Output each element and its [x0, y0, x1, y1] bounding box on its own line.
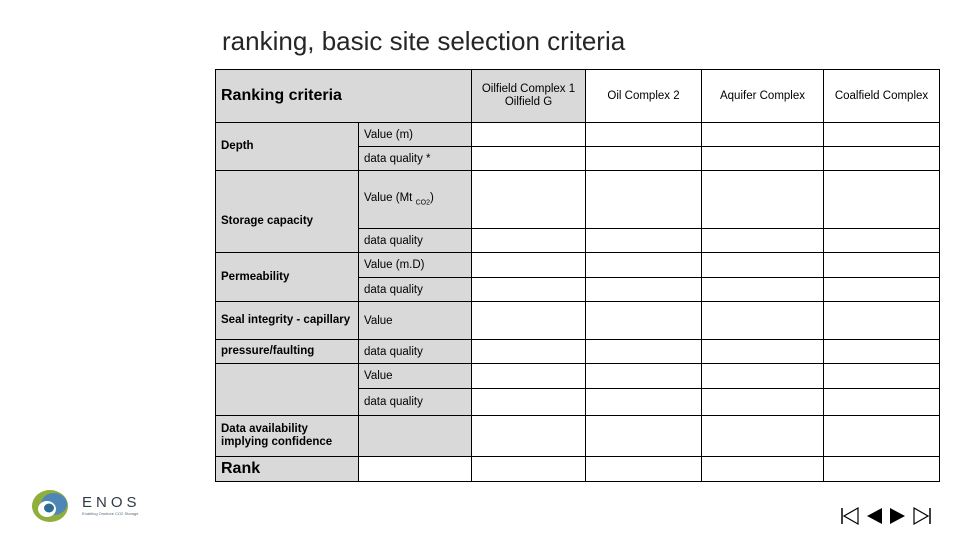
table-cell [359, 416, 472, 457]
table-cell[interactable] [586, 278, 702, 302]
previous-slide-button[interactable] [864, 506, 884, 526]
table-cell[interactable] [472, 416, 586, 457]
header-row [216, 70, 940, 123]
table-cell[interactable] [824, 457, 940, 482]
pressure-quality-label: data quality [359, 340, 472, 364]
slide-title: ranking, basic site selection criteria [222, 26, 626, 56]
table-row [216, 123, 940, 147]
storage-value-label: Value (Mt $_{CO2}$) [359, 171, 472, 229]
rank-label: Rank [216, 457, 359, 482]
table-cell[interactable] [702, 229, 824, 253]
perm-quality-label: data quality [359, 278, 472, 302]
next-icon [888, 506, 908, 526]
table-cell[interactable] [586, 229, 702, 253]
table-cell[interactable] [472, 340, 586, 364]
criterion-data-availability: Data availability implying confidence [216, 416, 359, 457]
criterion-depth: Depth [216, 123, 359, 171]
table-cell[interactable] [472, 123, 586, 147]
ranking-table [215, 69, 940, 482]
criterion-permeability: Permeability [216, 253, 359, 302]
table-row [216, 457, 940, 482]
table-cell[interactable] [702, 123, 824, 147]
table-cell[interactable] [824, 123, 940, 147]
table-row [216, 340, 940, 364]
table-cell[interactable] [702, 340, 824, 364]
depth-value-label: Value (m) [359, 123, 472, 147]
table-cell[interactable] [824, 147, 940, 171]
last-icon [912, 506, 932, 526]
table-row [216, 416, 940, 457]
first-slide-button[interactable] [840, 506, 860, 526]
table-cell[interactable] [586, 457, 702, 482]
column-coalfield-complex: Coalfield Complex [824, 70, 940, 123]
table-cell[interactable] [472, 364, 586, 389]
table-cell[interactable] [586, 302, 702, 340]
table-cell[interactable] [472, 253, 586, 278]
criterion-blank [216, 364, 359, 416]
table-cell[interactable] [472, 302, 586, 340]
extra-value-label: Value [359, 364, 472, 389]
depth-quality-label: data quality * [359, 147, 472, 171]
table-cell[interactable] [702, 416, 824, 457]
table-cell[interactable] [586, 416, 702, 457]
first-icon [840, 506, 860, 526]
enos-brand-text: ENOS [82, 494, 141, 511]
table-cell[interactable] [472, 147, 586, 171]
table-cell[interactable] [702, 253, 824, 278]
storage-quality-label: data quality [359, 229, 472, 253]
table-cell[interactable] [586, 340, 702, 364]
criterion-pressure-faulting: pressure/faulting [216, 340, 359, 364]
table-cell[interactable] [824, 389, 940, 416]
table-cell[interactable] [359, 457, 472, 482]
table-cell[interactable] [472, 457, 586, 482]
table-cell[interactable] [702, 457, 824, 482]
extra-quality-label: data quality [359, 389, 472, 416]
ranking-criteria-header: Ranking criteria [216, 70, 472, 123]
column-oil-complex-2: Oil Complex 2 [586, 70, 702, 123]
table-cell[interactable] [824, 416, 940, 457]
table-cell[interactable] [702, 147, 824, 171]
next-slide-button[interactable] [888, 506, 908, 526]
last-slide-button[interactable] [912, 506, 932, 526]
table-cell[interactable] [702, 302, 824, 340]
seal-value-label: Value [359, 302, 472, 340]
table-cell[interactable] [586, 171, 702, 229]
table-cell[interactable] [824, 253, 940, 278]
enos-tagline: Enabling Onshore CO2 Storage [82, 511, 139, 516]
previous-icon [864, 506, 884, 526]
table-cell[interactable] [586, 389, 702, 416]
table-cell[interactable] [824, 302, 940, 340]
table-cell[interactable] [586, 253, 702, 278]
table-cell[interactable] [824, 229, 940, 253]
criterion-storage-capacity: Storage capacity [216, 171, 359, 253]
perm-value-label: Value (m.D) [359, 253, 472, 278]
column-oilfield-complex-1: Oilfield Complex 1 Oilfield G [472, 70, 586, 123]
column-aquifer-complex: Aquifer Complex [702, 70, 824, 123]
table-cell[interactable] [472, 389, 586, 416]
table-cell[interactable] [702, 389, 824, 416]
table-cell[interactable] [586, 147, 702, 171]
table-row [216, 302, 940, 340]
table-row [216, 364, 940, 389]
table-cell[interactable] [586, 123, 702, 147]
table-cell[interactable] [586, 364, 702, 389]
table-cell[interactable] [824, 171, 940, 229]
criterion-seal-integrity: Seal integrity - capillary [216, 302, 359, 340]
table-cell[interactable] [472, 171, 586, 229]
slide-navigation [840, 506, 936, 526]
table-cell[interactable] [472, 278, 586, 302]
table-cell[interactable] [824, 364, 940, 389]
table-row [216, 171, 940, 229]
table-cell[interactable] [702, 171, 824, 229]
table-row [216, 253, 940, 278]
table-cell[interactable] [824, 340, 940, 364]
table-cell[interactable] [824, 278, 940, 302]
table-cell[interactable] [702, 364, 824, 389]
table-cell[interactable] [472, 229, 586, 253]
table-cell[interactable] [702, 278, 824, 302]
